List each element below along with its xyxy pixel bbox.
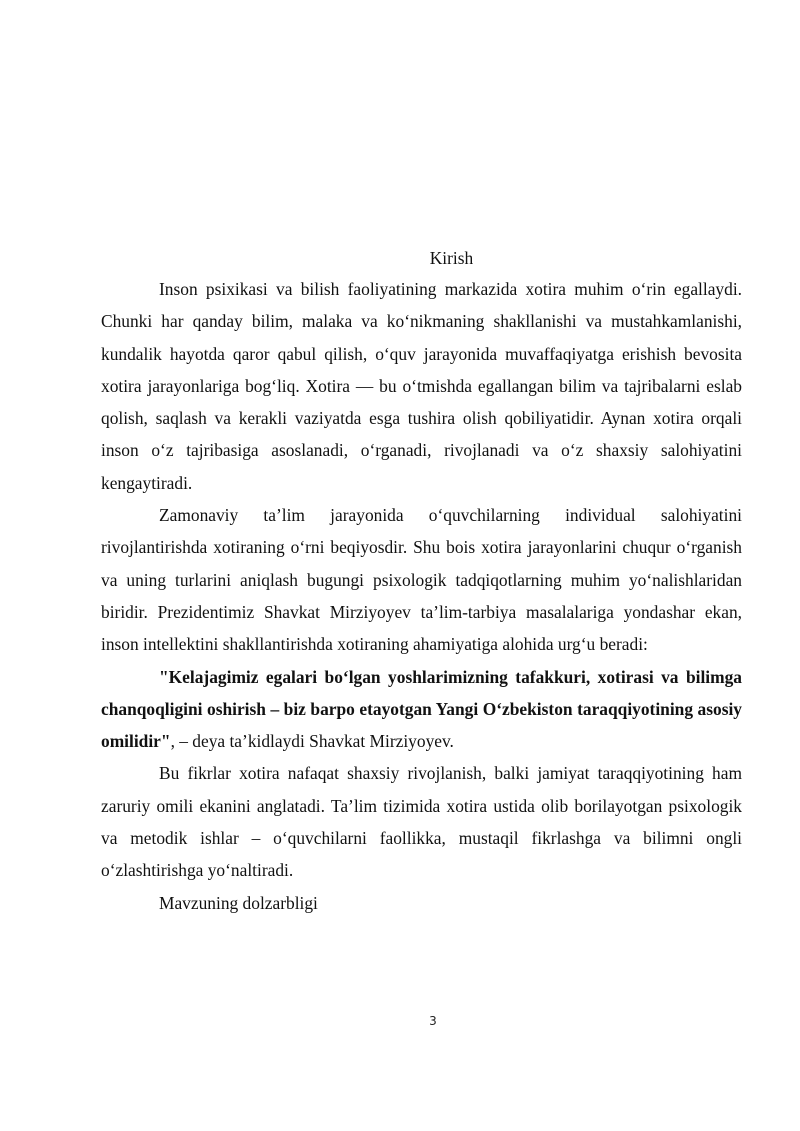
quote-attribution: , – deya ta’kidlaydi Shavkat Mirziyoyev. [170, 731, 454, 752]
president-quote: "Kelajagimiz egalari bo‘lgan yoshlarimizning tafakkuri, xotirasi va bilimga chanqoqligini oshirish – biz barpo etayotgan Yangi O‘zbekiston taraqqiyotining asosiy omilidir" [101, 666, 742, 752]
page-content [101, 245, 742, 919]
page-number: 3 [429, 1014, 437, 1028]
quote-paragraph [101, 661, 742, 758]
paragraph-modern-education: Zamonaviy ta’lim jarayonida o‘quvchilarning individual salohiyatini rivojlantirishda xotiraning o‘rni beqiyosdir. Shu bois xotira jarayonlarini chuqur o‘rganish va uning turlarini aniqlash bugungi psixologik tadqiqotlarning muhim yo‘nalishlaridan biridir. Prezidentimiz Shavkat Mirziyoyev ta’lim-tarbiya masalalariga yondashar ekan, inson intellektini shakllantirishda xotiraning ahamiyatiga alohida urg‘u beradi: [101, 505, 742, 655]
section-heading-relevance: Mavzuning dolzarbligi [159, 892, 318, 913]
paragraph-conclusion: Bu fikrlar xotira nafaqat shaxsiy rivojlanish, balki jamiyat taraqqiyotining ham zaruriy omili ekanini anglatadi. Ta’lim tizimida xotira ustida olib borilayotgan psixologik va metodik ishlar – o‘quvchilarni faollikka, mustaqil fikrlashga va bilimni ongli o‘zlashtirishga yo‘naltiradi. [101, 763, 742, 881]
page-title: Kirish [429, 248, 474, 268]
paragraph-intro: Inson psixikasi va bilish faoliyatining markazida xotira muhim o‘rin egallaydi. Chunki har qanday bilim, malaka va ko‘nikmaning shakllanishi va mustahkamlanishi, kundalik hayotda qaror qabul qilish, o‘quv jarayonida muvaffaqiyatga erishish bevosita xotira jarayonlariga bog‘liq. Xotira — bu o‘tmishda egallangan bilim va tajribalarni eslab qolish, saqlash va kerakli vaziyatda esga tushira olish qobiliyatidir. Aynan xotira orqali inson o‘z tajribasiga asoslanadi, o‘rganadi, rivojlanadi va o‘z shaxsiy salohiyatini kengaytiradi. [101, 279, 742, 493]
